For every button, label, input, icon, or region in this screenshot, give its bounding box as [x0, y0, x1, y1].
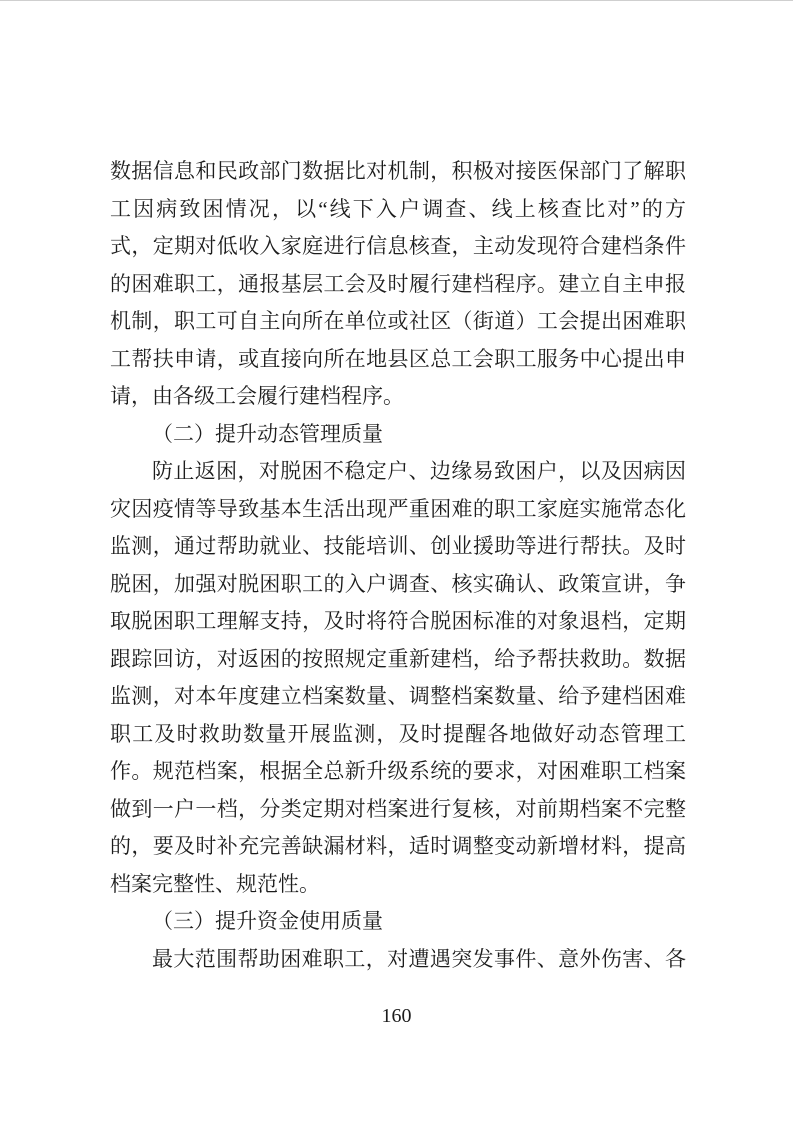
- text-line: 机制，职工可自主向所在单位或社区（街道）工会提出困难职: [110, 309, 686, 333]
- text-line: 监测，对本年度建立档案数量、调整档案数量、给予建档困难: [110, 684, 686, 708]
- text-line: 灾因疫情等导致基本生活出现严重困难的职工家庭实施常态化: [110, 496, 686, 521]
- text-line: 档案完整性、规范性。: [110, 871, 320, 896]
- text-block: [110, 153, 686, 978]
- text-line: 的，要及时补充完善缺漏材料，适时调整变动新增材料，提高: [110, 834, 686, 858]
- section-heading: （二）提升动态管理质量: [152, 421, 383, 446]
- text-line: 做到一户一档，分类定期对档案进行复核，对前期档案不完整: [110, 796, 686, 821]
- text-line: 跟踪回访，对返困的按照规定重新建档，给予帮扶救助。数据: [110, 646, 686, 671]
- page-number: 160: [381, 1005, 412, 1027]
- section-heading: （三）提升资金使用质量: [152, 909, 383, 933]
- text-line: 请，由各级工会履行建档程序。: [110, 384, 404, 408]
- text-line: 防止返困，对脱困不稳定户、边缘易致困户，以及因病因: [152, 459, 686, 483]
- text-line: 监测，通过帮助就业、技能培训、创业援助等进行帮扶。及时: [110, 534, 686, 558]
- text-line: 最大范围帮助困难职工，对遭遇突发事件、意外伤害、各: [152, 946, 686, 971]
- text-line: 作。规范档案，根据全总新升级系统的要求，对困难职工档案: [110, 759, 686, 783]
- text-line: 职工及时救助数量开展监测，及时提醒各地做好动态管理工: [110, 721, 686, 746]
- text-line: 工因病致困情况，以“线下入户调查、线上核查比对”的方: [110, 196, 686, 221]
- text-line: 的困难职工，通报基层工会及时履行建档程序。建立自主申报: [110, 271, 686, 296]
- text-line: 脱困，加强对脱困职工的入户调查、核实确认、政策宣讲，争: [110, 571, 686, 596]
- text-line: 取脱困职工理解支持，及时将符合脱困标准的对象退档，定期: [110, 609, 686, 633]
- text-line: 工帮扶申请，或直接向所在地县区总工会职工服务中心提出申: [110, 346, 686, 371]
- text-line: 数据信息和民政部门数据比对机制，积极对接医保部门了解职: [110, 159, 686, 183]
- text-line: 式，定期对低收入家庭进行信息核查，主动发现符合建档条件: [110, 234, 686, 258]
